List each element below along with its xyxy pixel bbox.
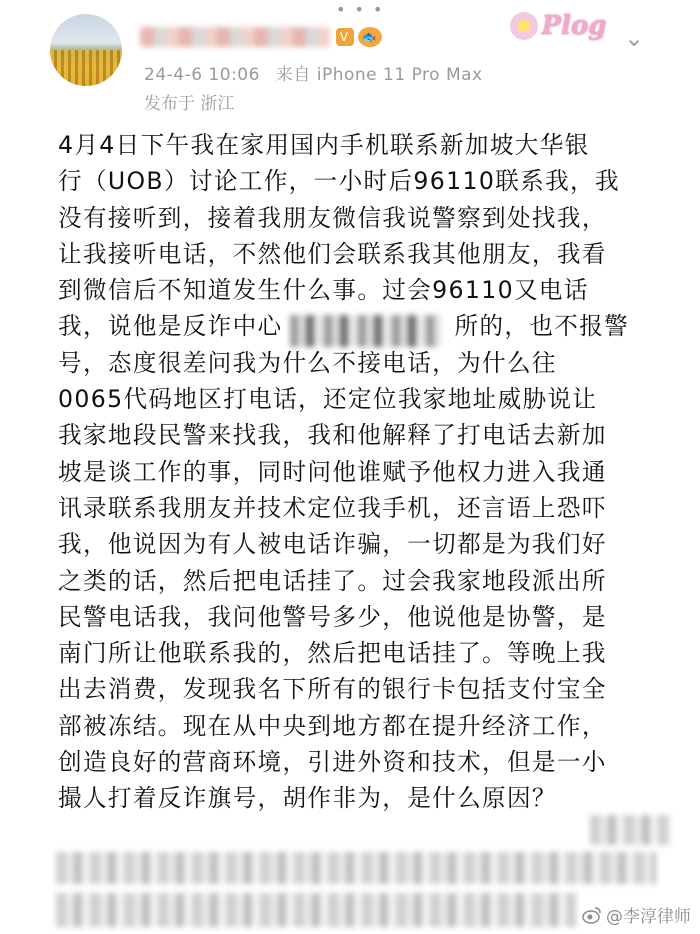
sunflower-field-avatar [50,50,122,86]
body-line: 部被冻结。现在从中央到地方都在提升经济工作， [58,711,607,740]
body-line: 讯录联系我朋友并技术定位我手机，还言语上恐吓 [58,493,607,522]
body-line: 4月4日下午我在家用国内手机联系新加坡大华银 [58,131,590,159]
body-line-part: 我，说他是反诈中心 [58,312,283,341]
body-line: 南门所让他联系我的，然后把电话挂了。等晚上我 [58,639,607,668]
weibo-watermark [582,902,691,927]
body-line: 之类的话，然后把电话挂了。过会我家地段派出所 [58,566,607,595]
redaction-mosaic [56,852,656,884]
fan-badge-icon: 🐟 [358,27,382,47]
body-line: 创造良好的营商环境，引进外资和技术，但是一小 [58,748,607,777]
body-line: 民警电话我，我问他警号多少，他说他是协警，是 [58,602,607,631]
weibo-logo-icon [582,906,602,924]
post-body [58,127,658,817]
body-line: 我家地段民警来找我，我和他解释了打电话去新加 [58,421,607,450]
chevron-down-icon[interactable]: ⌄ [623,24,645,52]
body-line: 0065代码地区打电话，还定位我家地址威胁说让 [58,385,598,414]
body-line: 出去消费，发现我名下所有的银行卡包括支付宝全 [58,675,607,704]
body-line-part: 所的，也不报警 [454,312,630,341]
vip-badge-icon: V [336,28,354,46]
body-line: 行（UOB）讨论工作，一小时后96110联系我，我 [58,167,620,196]
body-line: 让我接听电话，不然他们会联系我其他朋友，我看 [58,239,607,268]
body-line: 号，态度很差问我为什么不接电话，为什么往 [58,348,557,377]
post-location: 发布于 浙江 [144,94,235,114]
post-source: 来自 iPhone 11 Pro Max [275,65,483,85]
body-line: 我，他说因为有人被电话诈骗，一切都是为我们好 [58,530,607,559]
post-meta [144,60,493,85]
watermark-text: @李淳律师 [606,907,691,927]
redaction-mosaic [590,815,670,845]
body-line: 坡是谈工作的事，同时问他谁赋予他权力进入我通 [58,457,607,486]
avatar[interactable] [50,14,122,86]
username-blurred[interactable] [140,24,382,50]
body-line: 没有接听到，接着我朋友微信我说警察到处找我， [58,203,607,232]
plog-sticker-text: Plog [541,11,607,41]
more-dots-icon[interactable]: • • • [336,0,385,19]
redacted-username [140,27,330,47]
redaction-mosaic [56,893,576,927]
plog-sticker [494,6,622,46]
body-line: 到微信后不知道发生什么事。过会96110又电话 [58,276,589,305]
flower-icon [510,12,538,40]
post-timestamp: 24-4-6 10:06 [144,65,260,85]
redaction-mosaic [290,315,440,347]
body-line: 撮人打着反诈旗号，胡作非为，是什么原因？ [58,784,557,813]
